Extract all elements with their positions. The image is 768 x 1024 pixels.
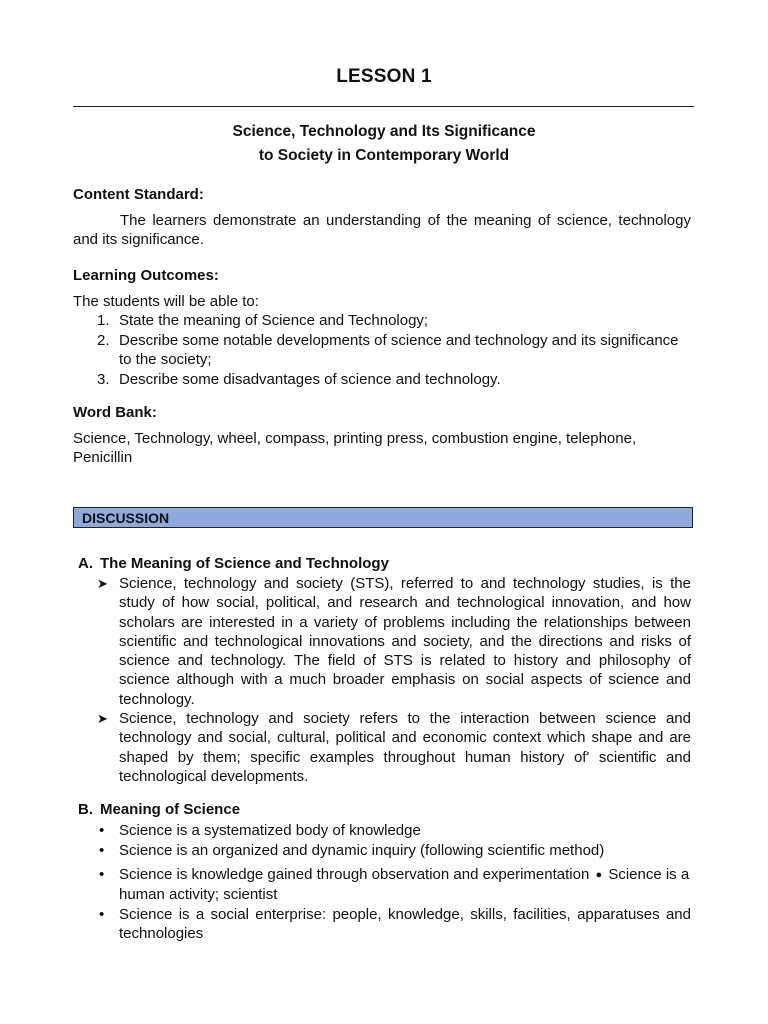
arrow-bullet-icon: ➤ <box>97 576 108 591</box>
list-item-text: Science, technology and society (STS), referred to and technology studies, is the study of how social, political, and research and technological innovation, and how scholars are interested in a variety of problems including the relationships between scientific and technological innovations and society, and the directions and risks of science and technology. The field of STS is related to history and philosophy of science although with a much broader emphasis on social aspects of science and technology. <box>119 575 691 708</box>
list-item-text: Science is a social enterprise: people, knowledge, skills, facilities, apparatuses and technologies <box>119 906 691 943</box>
learning-outcomes-heading: Learning Outcomes: <box>73 267 219 284</box>
dot-bullet-icon: • <box>99 822 105 839</box>
list-item-text: Science is a human activity; scientist <box>119 865 690 903</box>
list-item <box>95 841 691 860</box>
section-b-heading <box>78 801 240 818</box>
list-item-number: 3. <box>97 370 110 388</box>
list-item-text: Science is an organized and dynamic inquiry (following scientific method) <box>119 842 605 860</box>
learning-outcomes-section <box>73 266 691 389</box>
content-standard-heading: Content Standard: <box>73 186 204 203</box>
arrow-bullet-icon: ➤ <box>97 711 108 727</box>
word-bank-text: Science, Technology, wheel, compass, printing press, combustion engine, telephone, Penicillin <box>73 429 637 466</box>
list-item-text: Science is knowledge gained through observation and experimentation <box>119 865 590 883</box>
list-item <box>95 821 691 840</box>
discussion-label: DISCUSSION <box>82 510 170 526</box>
list-item <box>95 905 691 944</box>
lesson-title: LESSON 1 <box>336 66 432 87</box>
inline-dot-bullet-icon: ● <box>595 868 603 881</box>
section-a-heading <box>78 555 389 572</box>
list-item-text: Describe some disadvantages of science and technology. <box>119 370 501 388</box>
lesson-subtitle <box>0 120 768 168</box>
section-b-letter: B. <box>78 801 93 818</box>
list-item-text: Science is a systematized body of knowledge <box>119 822 421 839</box>
learning-outcomes-list <box>73 311 691 389</box>
word-bank-heading: Word Bank: <box>73 404 157 421</box>
title-divider <box>73 106 694 107</box>
dot-bullet-icon: • <box>99 906 105 924</box>
list-item <box>73 311 691 331</box>
list-item-number: 1. <box>97 312 110 329</box>
list-item <box>73 331 691 370</box>
list-item <box>95 709 691 786</box>
list-item <box>73 370 691 390</box>
list-item-text: Science, technology and society refers to the interaction between science and technology and social, cultural, political and economic context which shape and are shaped by them; specific examples throughout human history of' scientific and technological developments. <box>119 710 691 785</box>
list-item-text: State the meaning of Science and Technology; <box>119 312 429 329</box>
dot-bullet-icon: • <box>99 842 105 860</box>
section-b-title: Meaning of Science <box>100 801 241 818</box>
list-item <box>95 865 691 905</box>
content-standard-text: The learners demonstrate an understanding of the meaning of science, technology and its significance. <box>73 211 691 248</box>
list-item-number: 2. <box>97 331 110 349</box>
section-a-letter: A. <box>78 555 93 572</box>
section-a-title: The Meaning of Science and Technology <box>100 555 389 572</box>
learning-outcomes-intro: The students will be able to: <box>73 292 259 310</box>
subtitle-line-2: to Society in Contemporary World <box>258 147 510 164</box>
list-item <box>95 574 691 709</box>
list-item-text: Describe some notable developments of science and technology and its significance to the society; <box>119 331 679 368</box>
subtitle-line-1: Science, Technology and Its Significance <box>232 123 536 140</box>
discussion-banner <box>73 507 693 528</box>
content-standard-section <box>73 185 691 250</box>
section-b-list <box>95 821 691 944</box>
section-a-list <box>95 574 691 786</box>
dot-bullet-icon: • <box>99 865 105 883</box>
word-bank-section <box>73 403 691 468</box>
